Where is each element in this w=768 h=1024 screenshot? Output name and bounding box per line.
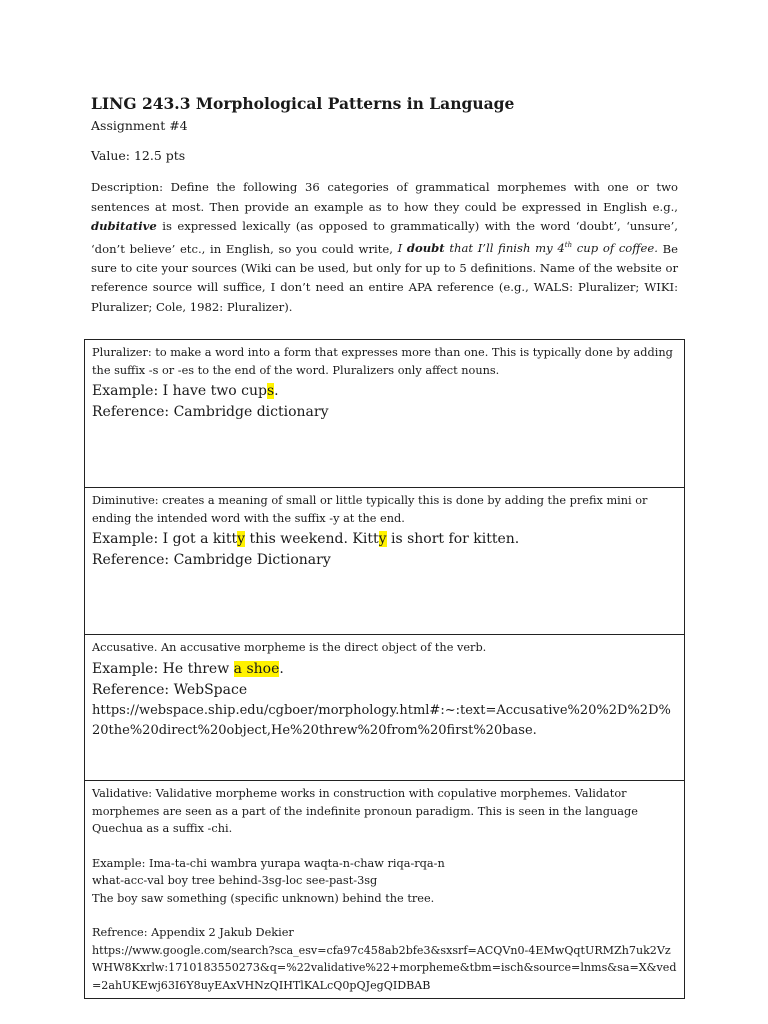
row-example-translation: The boy saw something (specific unknown) behind the tree. xyxy=(92,891,435,905)
highlight: y xyxy=(237,531,246,547)
document-title: LING 243.3 Morphological Patterns in Language xyxy=(91,94,515,113)
highlight: s xyxy=(266,383,275,399)
assignment-number: Assignment #4 xyxy=(91,118,188,133)
row-definition: Accusative. An accusative morpheme is the direct object of the verb. xyxy=(92,641,487,654)
description-part-2: is expressed lexically (as opposed to grammatically) with the word ‘doubt’, ‘unsure’, ‘don’t believe’ etc., in English, so you could write, xyxy=(91,219,678,256)
row-example: Example: He threw a shoe. xyxy=(92,660,284,677)
row-reference: Reference: Cambridge Dictionary xyxy=(92,552,331,568)
assignment-value: Value: 12.5 pts xyxy=(91,148,186,163)
assignment-description xyxy=(91,178,678,317)
highlight: y xyxy=(378,531,387,547)
table-row-diminutive xyxy=(85,488,684,635)
table-row-pluralizer xyxy=(85,340,684,488)
row-example-line-1: Example: Ima-ta-chi wambra yurapa waqta-n-chaw riqa-rqa-n xyxy=(92,856,445,870)
description-part-1: Description: Define the following 36 categories of grammatical morphemes with one or two sentences at most. Then provide an example as to how they could be expressed in English e.g., xyxy=(91,180,678,214)
row-example: Example: I got a kitty this weekend. Kitty is short for kitten. xyxy=(92,531,520,547)
description-example-sentence: I doubt that I’ll finish my 4th cup of coffee. xyxy=(397,241,658,256)
row-definition: Validative: Validative morpheme works in construction with copulative morphemes. Validator morphemes are seen as a part of the indefinite pronoun paradigm. This is seen in the language Quechua as a suffix -chi. xyxy=(92,787,638,835)
table-row-accusative xyxy=(85,635,684,781)
morpheme-table xyxy=(84,339,685,999)
row-example-gloss: what-acc-val boy tree behind-3sg-loc see-past-3sg xyxy=(92,874,378,887)
row-reference: Refrence: Appendix 2 Jakub Dekier xyxy=(92,926,294,939)
row-example: Example: I have two cups. xyxy=(92,383,279,399)
reference-link[interactable]: https://www.google.com/search?sca_esv=cfa97c458ab2bfe3&sxsrf=ACQVn0-4EMwQqtURMZh7uk2VzWHW8Kxrlw:1710183550273&q=%22validative%22+morpheme&tbm=isch&source=lnms&sa=X&ved=2ahUKEwj63I6Y8uyEAxVHNzQIHTlKALcQ0pQJegQIDBAB xyxy=(92,943,677,992)
description-part-3: Be sure to cite your sources (Wiki can be used, but only for up to 5 definitions. Name of the website or reference source will suffice, I don’t need an entire APA reference (e.g., WALS: Pluralizer; WIKI: Pluralizer; Cole, 1982: Pluralizer). xyxy=(91,241,678,314)
reference-link[interactable]: https://webspace.ship.edu/cgboer/morphology.html#:~:text=Accusative%20%2D%2D%20the%20direct%20object,He%20threw%20from%20first%20base. xyxy=(92,702,671,738)
table-row-validative xyxy=(85,781,684,999)
row-reference: Reference: WebSpace xyxy=(92,681,248,698)
description-term: dubitative xyxy=(91,219,157,233)
highlight: a shoe xyxy=(233,660,280,677)
row-reference: Reference: Cambridge dictionary xyxy=(92,404,329,420)
row-definition: Pluralizer: to make a word into a form that expresses more than one. This is typically done by adding the suffix -s or -es to the end of the word. Pluralizers only affect nouns. xyxy=(92,346,673,377)
row-definition: Diminutive: creates a meaning of small or little typically this is done by adding the prefix mini or ending the intended word with the suffix -y at the end. xyxy=(92,494,648,525)
